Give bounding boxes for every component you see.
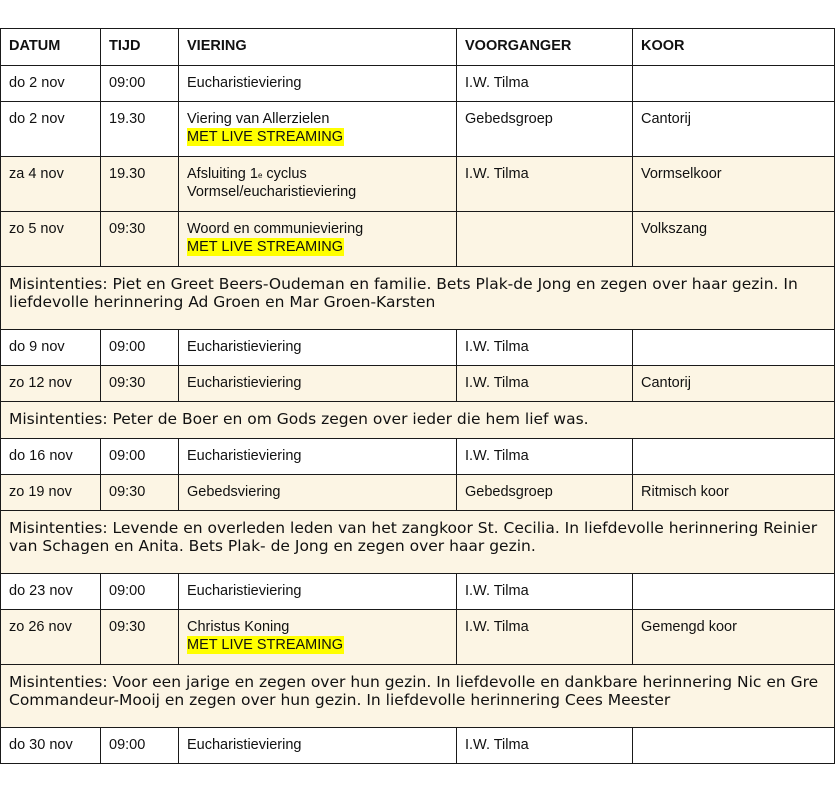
viering-title: Viering van Allerzielen bbox=[187, 111, 330, 127]
header-viering: VIERING bbox=[179, 29, 457, 66]
cell-koor: Gemengd koor bbox=[633, 610, 835, 665]
cell-koor: Ritmisch koor bbox=[633, 475, 835, 511]
cell-datum: zo 19 nov bbox=[1, 475, 101, 511]
cell-koor bbox=[633, 330, 835, 366]
intentions-row bbox=[1, 267, 835, 330]
cell-koor: Volkszang bbox=[633, 212, 835, 267]
cell-viering bbox=[179, 212, 457, 267]
cell-voorganger: I.W. Tilma bbox=[457, 366, 633, 402]
cell-tijd: 19.30 bbox=[101, 157, 179, 212]
cell-tijd: 09:30 bbox=[101, 475, 179, 511]
table-row bbox=[1, 366, 835, 402]
live-streaming-label: MET LIVE STREAMING bbox=[187, 129, 344, 145]
cell-viering: Eucharistieviering bbox=[179, 366, 457, 402]
ordinal-suffix: e bbox=[257, 171, 263, 180]
cell-viering: Eucharistieviering bbox=[179, 728, 457, 764]
cell-tijd: 09:30 bbox=[101, 610, 179, 665]
cell-datum: za 4 nov bbox=[1, 157, 101, 212]
cell-viering: Eucharistieviering bbox=[179, 330, 457, 366]
cell-voorganger: Gebedsgroep bbox=[457, 475, 633, 511]
cell-voorganger: I.W. Tilma bbox=[457, 574, 633, 610]
cell-koor bbox=[633, 66, 835, 102]
table-row bbox=[1, 610, 835, 665]
cell-koor bbox=[633, 574, 835, 610]
cell-datum: do 16 nov bbox=[1, 439, 101, 475]
table-row bbox=[1, 330, 835, 366]
cell-tijd: 09:00 bbox=[101, 66, 179, 102]
cell-viering: Eucharistieviering bbox=[179, 439, 457, 475]
intentions-text: Misintenties: Levende en overleden leden van het zangkoor St. Cecilia. In liefdevolle herinnering Reinier van Schagen en Anita. Bets Plak- de Jong en zegen over haar gezin. bbox=[1, 511, 835, 574]
cell-datum: zo 12 nov bbox=[1, 366, 101, 402]
viering-title-b: cyclus bbox=[262, 166, 307, 182]
header-datum: DATUM bbox=[1, 29, 101, 66]
live-streaming-label: MET LIVE STREAMING bbox=[187, 637, 344, 653]
intentions-text: Misintenties: Voor een jarige en zegen over hun gezin. In liefdevolle en dankbare herinnering Nic en Gre Commandeur-Mooij en zegen over hun gezin. In liefdevolle herinnering Cees Meester bbox=[1, 665, 835, 728]
cell-tijd: 09:30 bbox=[101, 366, 179, 402]
cell-tijd: 09:00 bbox=[101, 728, 179, 764]
cell-datum: do 2 nov bbox=[1, 66, 101, 102]
cell-viering: Eucharistieviering bbox=[179, 574, 457, 610]
table-row bbox=[1, 102, 835, 157]
cell-tijd: 19.30 bbox=[101, 102, 179, 157]
header-voorganger: VOORGANGER bbox=[457, 29, 633, 66]
cell-voorganger: I.W. Tilma bbox=[457, 610, 633, 665]
viering-title: Christus Koning bbox=[187, 619, 290, 635]
table-row bbox=[1, 157, 835, 212]
schedule-table bbox=[0, 28, 835, 764]
cell-viering bbox=[179, 610, 457, 665]
cell-datum: zo 26 nov bbox=[1, 610, 101, 665]
cell-koor bbox=[633, 728, 835, 764]
cell-datum: zo 5 nov bbox=[1, 212, 101, 267]
header-koor: KOOR bbox=[633, 29, 835, 66]
cell-voorganger: I.W. Tilma bbox=[457, 157, 633, 212]
cell-koor bbox=[633, 439, 835, 475]
table-row bbox=[1, 475, 835, 511]
viering-title-a: Afsluiting 1 bbox=[187, 166, 258, 182]
viering-title: Woord en communieviering bbox=[187, 221, 364, 237]
table-row bbox=[1, 728, 835, 764]
cell-viering: Gebedsviering bbox=[179, 475, 457, 511]
cell-voorganger: Gebedsgroep bbox=[457, 102, 633, 157]
viering-title bbox=[187, 165, 448, 183]
cell-viering bbox=[179, 157, 457, 212]
cell-tijd: 09:00 bbox=[101, 439, 179, 475]
intentions-row bbox=[1, 402, 835, 439]
cell-datum: do 23 nov bbox=[1, 574, 101, 610]
cell-tijd: 09:30 bbox=[101, 212, 179, 267]
cell-datum: do 2 nov bbox=[1, 102, 101, 157]
live-streaming-label: MET LIVE STREAMING bbox=[187, 239, 344, 255]
viering-subtitle: Vormsel/eucharistieviering bbox=[187, 184, 357, 200]
cell-voorganger: I.W. Tilma bbox=[457, 728, 633, 764]
cell-voorganger: I.W. Tilma bbox=[457, 439, 633, 475]
cell-tijd: 09:00 bbox=[101, 330, 179, 366]
cell-viering bbox=[179, 102, 457, 157]
cell-koor: Vormselkoor bbox=[633, 157, 835, 212]
table-row bbox=[1, 439, 835, 475]
intentions-text: Misintenties: Piet en Greet Beers-Oudeman en familie. Bets Plak-de Jong en zegen over haar gezin. In liefdevolle herinnering Ad Groen en Mar Groen-Karsten bbox=[1, 267, 835, 330]
table-row bbox=[1, 66, 835, 102]
intentions-row bbox=[1, 511, 835, 574]
cell-datum: do 9 nov bbox=[1, 330, 101, 366]
cell-voorganger bbox=[457, 212, 633, 267]
cell-koor: Cantorij bbox=[633, 366, 835, 402]
cell-tijd: 09:00 bbox=[101, 574, 179, 610]
cell-viering: Eucharistieviering bbox=[179, 66, 457, 102]
header-tijd: TIJD bbox=[101, 29, 179, 66]
cell-voorganger: I.W. Tilma bbox=[457, 330, 633, 366]
cell-koor: Cantorij bbox=[633, 102, 835, 157]
header-row bbox=[1, 29, 835, 66]
cell-voorganger: I.W. Tilma bbox=[457, 66, 633, 102]
intentions-text: Misintenties: Peter de Boer en om Gods zegen over ieder die hem lief was. bbox=[1, 402, 835, 439]
cell-datum: do 30 nov bbox=[1, 728, 101, 764]
table-row bbox=[1, 574, 835, 610]
intentions-row bbox=[1, 665, 835, 728]
table-row bbox=[1, 212, 835, 267]
